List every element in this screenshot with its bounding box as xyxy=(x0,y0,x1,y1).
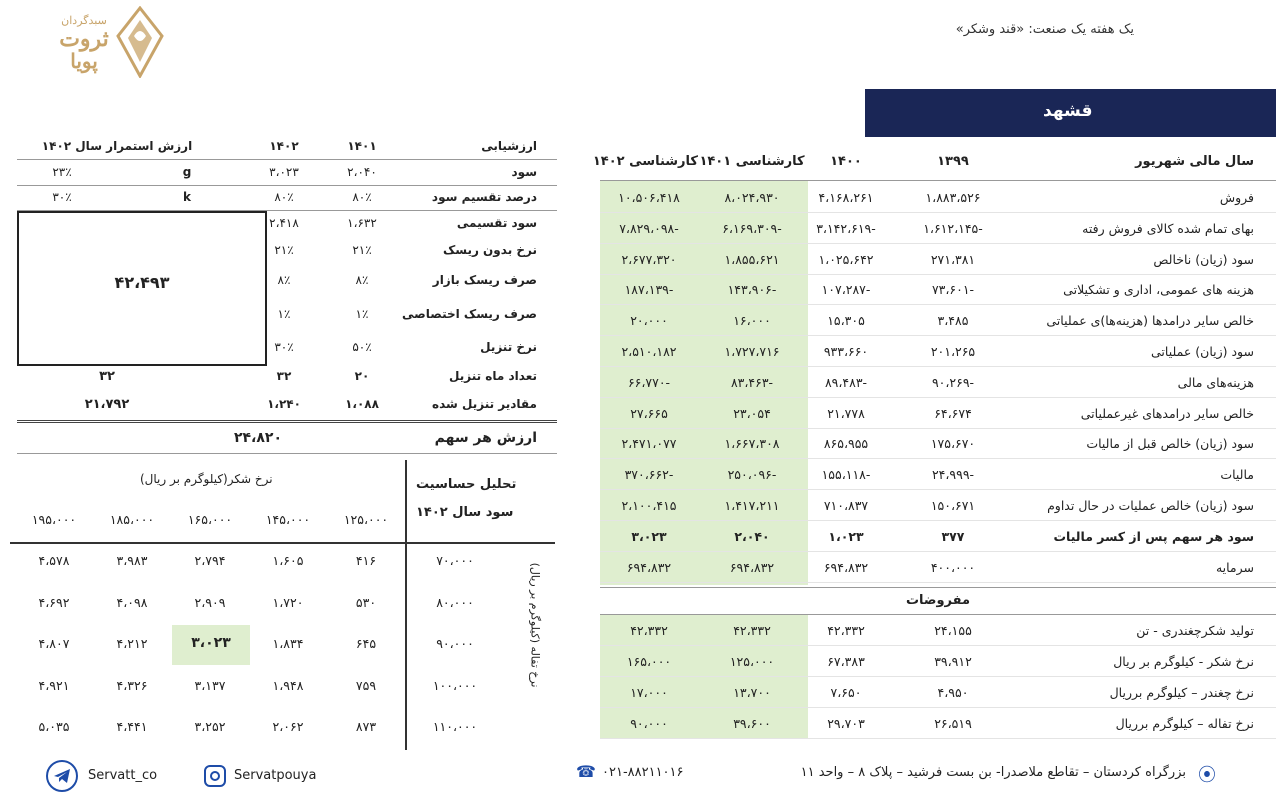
cell-1401: ۱۳،۷۰۰ xyxy=(733,685,771,700)
share-value: ۲۴،۸۲۰ xyxy=(233,430,282,446)
row-label: تولید شکرچغندری - تن xyxy=(1136,623,1254,638)
cell-1402: ۲،۶۷۷،۳۲۰ xyxy=(621,251,677,267)
cell-1399: ۴،۹۵۰ xyxy=(937,685,969,700)
brand-line2: ثروت xyxy=(59,26,109,52)
phone-icon: ☎ xyxy=(576,762,596,781)
cell-1401: -۲۵۰،۰۹۶ xyxy=(727,467,777,483)
cell-1399: ۳۷۷ xyxy=(941,528,965,544)
cell-1402: -۷،۸۲۹،۰۹۸ xyxy=(619,220,679,236)
cell-1400: ۴۲،۳۳۲ xyxy=(827,623,865,638)
valuation-1402: ۲،۴۱۸ xyxy=(269,216,299,230)
assumption-row xyxy=(600,615,1276,646)
cell-1399: ۱۵۰،۶۷۱ xyxy=(930,498,976,513)
valuation-1402: ۸٪ xyxy=(277,273,291,287)
cell-1399: -۹۰،۲۶۹ xyxy=(931,374,975,390)
table-row xyxy=(600,552,1276,583)
sens-cell: ۱،۸۳۴ xyxy=(272,636,304,651)
row-label: نرخ چغندر – کیلوگرم برریال xyxy=(1109,685,1254,700)
sens-divider-h xyxy=(10,542,555,544)
valuation-1401: ۱،۰۸۸ xyxy=(345,397,379,411)
cell-1401: ۱۶،۰۰۰ xyxy=(733,313,771,329)
sens-col-header: ۱۴۵،۰۰۰ xyxy=(265,512,311,527)
valuation-1402: ۸۰٪ xyxy=(274,190,294,204)
telegram-icon xyxy=(46,760,78,792)
valuation-1402: ۳،۰۲۳ xyxy=(269,165,299,179)
sens-cell: ۱،۷۲۰ xyxy=(272,594,304,610)
cell-1401: -۶،۱۶۹،۳۰۹ xyxy=(722,220,782,236)
cell-1401: ۱،۶۶۷،۳۰۸ xyxy=(724,436,780,452)
cell-1399: ۳،۴۸۵ xyxy=(937,313,969,329)
cell-1399: ۲۰۱،۲۶۵ xyxy=(930,344,976,359)
valuation-header-row xyxy=(17,134,557,160)
cell-1400: ۶۷،۳۸۳ xyxy=(827,654,865,669)
sens-cell: ۳،۱۳۷ xyxy=(194,677,226,693)
cell-1402: ۱۷،۰۰۰ xyxy=(630,685,668,700)
table-header-row xyxy=(592,145,1276,181)
sens-cell: ۵،۰۳۵ xyxy=(38,719,70,734)
cell-1400: ۷،۶۵۰ xyxy=(830,685,862,700)
cell-1402: ۲،۵۱۰،۱۸۲ xyxy=(621,344,677,359)
row-label: خالص سایر درامدهای غیرعملیاتی xyxy=(1080,405,1254,421)
cell-1399: ۴۰۰،۰۰۰ xyxy=(930,559,976,575)
valuation-label: سود تقسیمی xyxy=(456,216,537,230)
table-row xyxy=(600,367,1276,398)
sens-title1: تحلیل حساسیت xyxy=(416,477,517,492)
divider xyxy=(17,420,557,423)
share-value-row xyxy=(17,424,557,454)
sens-row-header: ۸۰،۰۰۰ xyxy=(436,594,474,610)
cell-1400: ۱،۰۲۵،۶۴۲ xyxy=(818,251,874,267)
valuation-row xyxy=(17,160,557,186)
valuation-1401: ۲،۰۴۰ xyxy=(347,165,377,179)
valuation-1401: ۱،۶۳۲ xyxy=(347,216,377,230)
sens-cell: ۴،۳۲۶ xyxy=(116,677,148,693)
valuation-label: نرخ تنزیل xyxy=(480,340,537,354)
assumption-row xyxy=(600,708,1276,739)
cell-1401: ۱۲۵،۰۰۰ xyxy=(729,654,775,669)
row-label: سرمایه xyxy=(1215,559,1254,575)
valuation-row xyxy=(17,392,557,418)
cell-1399: -۷۳،۶۰۱ xyxy=(931,282,975,298)
sens-col-header: ۱۶۵،۰۰۰ xyxy=(187,512,233,527)
cell-1399: -۲۴،۹۹۹ xyxy=(931,467,975,483)
address: بزرگراه کردستان – تقاطع ملاصدرا- بن بست فرشید – پلاک ۸ – واحد ۱۱ xyxy=(800,765,1186,780)
brand-line3: پویا xyxy=(70,49,98,73)
row-label: سود (زیان) ناخالص xyxy=(1153,251,1254,267)
cell-1400: ۱۵،۳۰۵ xyxy=(827,313,865,329)
row-label: بهای تمام شده کالای فروش رفته xyxy=(1082,220,1254,236)
company-title-bar xyxy=(865,89,1276,137)
sens-cell: ۴،۹۲۱ xyxy=(38,677,70,693)
cell-1400: ۴،۱۶۸،۲۶۱ xyxy=(818,190,874,205)
telegram-handle: Servatt_co xyxy=(88,768,158,783)
cell-1401: ۲۳،۰۵۴ xyxy=(733,405,771,421)
assumptions-title: مفروضات xyxy=(600,587,1276,615)
report-caption: یک هفته یک صنعت: «قند وشکر» xyxy=(955,22,1134,37)
valuation-label: صرف ریسک اختصاصی xyxy=(402,307,537,321)
valuation-header-label: ارزشیابی xyxy=(481,139,537,153)
sensitivity-table xyxy=(0,455,560,755)
cell-1402: ۳،۰۲۳ xyxy=(631,528,667,544)
valuation-value: ۳۲ xyxy=(99,369,115,384)
valuation-header-1401: ۱۴۰۱ xyxy=(347,139,377,153)
table-row xyxy=(600,398,1276,429)
cell-1402: ۲،۱۰۰،۴۱۵ xyxy=(621,498,677,513)
cell-1401: ۸،۰۲۴،۹۳۰ xyxy=(724,190,780,205)
row-label: هزینه‌های مالی xyxy=(1177,374,1254,390)
valuation-symbol: k xyxy=(183,190,191,204)
terminal-value: ۴۲،۴۹۳ xyxy=(114,273,170,292)
cell-1401: -۸۳،۴۶۳ xyxy=(730,374,774,390)
valuation-1402: ۳۰٪ xyxy=(274,340,294,354)
valuation-1401: ۸٪ xyxy=(355,273,369,287)
cell-1401: -۱۴۳،۹۰۶ xyxy=(727,282,777,298)
cell-1402: ۱۰،۵۰۶،۴۱۸ xyxy=(618,190,680,205)
header-1402: کارشناسی ۱۴۰۲ xyxy=(592,154,698,169)
sens-row-header: ۱۰۰،۰۰۰ xyxy=(432,677,478,693)
sens-cell: ۲،۷۹۴ xyxy=(194,553,226,568)
sens-cell: ۴،۵۷۸ xyxy=(38,553,70,568)
phone-number: ۰۲۱-۸۸۲۱۱۰۱۶ xyxy=(602,765,684,780)
sens-divider-v xyxy=(405,460,407,750)
row-label: فروش xyxy=(1219,190,1254,205)
cell-1400: ۱،۰۲۳ xyxy=(828,528,864,544)
sens-cell: ۴،۲۱۲ xyxy=(116,636,148,651)
cell-1402: ۱۶۵،۰۰۰ xyxy=(626,654,672,669)
sens-cell: ۳،۲۵۲ xyxy=(194,719,226,734)
valuation-label: صرف ریسک بازار xyxy=(432,273,537,287)
cell-1402: ۲۰،۰۰۰ xyxy=(630,313,668,329)
cell-1400: ۶۹۴،۸۳۲ xyxy=(823,559,869,575)
header-1400: ۱۴۰۰ xyxy=(830,154,862,169)
valuation-header-1402: ۱۴۰۲ xyxy=(269,139,299,153)
sens-cell: ۱،۶۰۵ xyxy=(272,553,304,568)
row-label: نرخ شکر - کیلوگرم بر ریال xyxy=(1113,654,1254,669)
table-row xyxy=(600,490,1276,521)
share-value-label: ارزش هر سهم xyxy=(434,430,537,446)
row-label: سود (زیان) خالص قبل از مالیات xyxy=(1086,436,1254,452)
sens-cell: ۴،۰۹۸ xyxy=(116,594,148,610)
table-row xyxy=(600,213,1276,244)
table-row xyxy=(600,521,1276,552)
sens-cell: ۲،۹۰۹ xyxy=(194,594,226,610)
cell-1399: ۱۷۵،۶۷۰ xyxy=(930,436,976,452)
valuation-value: ۲۳٪ xyxy=(52,165,72,179)
cell-1400: ۷۱۰،۸۳۷ xyxy=(823,498,869,513)
row-label: سود (زیان) عملیاتی xyxy=(1150,344,1254,359)
cell-1402: -۳۷۰،۶۶۲ xyxy=(624,467,674,483)
cell-1399: -۱،۶۱۲،۱۴۵ xyxy=(923,220,983,236)
valuation-1402: ۱،۲۴۰ xyxy=(267,397,301,411)
cell-1399: ۲۴،۱۵۵ xyxy=(934,623,972,638)
cell-1400: ۸۶۵،۹۵۵ xyxy=(823,436,869,452)
table-row xyxy=(600,274,1276,305)
valuation-1401: ۲۰ xyxy=(354,369,370,383)
valuation-1402: ۳۲ xyxy=(276,369,292,383)
table-row xyxy=(600,459,1276,490)
cell-1400: ۲۹،۷۰۳ xyxy=(827,716,865,731)
valuation-row xyxy=(17,185,557,211)
row-label: هزینه های عمومی، اداری و تشکیلاتی xyxy=(1063,282,1254,298)
header-fiscal-year: سال مالی شهریور xyxy=(1135,154,1254,169)
cell-1399: ۲۶،۵۱۹ xyxy=(934,716,972,731)
terminal-value-box xyxy=(17,211,267,366)
valuation-label: درصد تقسیم سود xyxy=(431,190,537,204)
company-name: قشهد xyxy=(1043,101,1093,121)
valuation-label: مقادیر تنزیل شده xyxy=(432,397,537,411)
row-label: سود هر سهم پس از کسر مالیات xyxy=(1053,528,1254,544)
valuation-label: سود xyxy=(511,165,537,179)
valuation-value: ۳۰٪ xyxy=(52,190,72,204)
sens-row-axis: نرخ تفاله (کیلوگرم بر ریال) xyxy=(528,562,542,688)
cell-1402: ۲۷،۶۶۵ xyxy=(630,405,668,421)
valuation-1401: ۸۰٪ xyxy=(352,190,372,204)
sens-cell: ۸۷۳ xyxy=(355,719,377,734)
assumption-row xyxy=(600,646,1276,677)
cell-1401: ۴۲،۳۳۲ xyxy=(733,623,771,638)
valuation-symbol: g xyxy=(182,165,192,179)
valuation-label: نرخ بدون ریسک xyxy=(442,243,537,257)
valuation-1402: ۲۱٪ xyxy=(274,243,294,257)
cell-1401: ۳۹،۶۰۰ xyxy=(733,716,771,731)
sens-title2: سود سال ۱۴۰۲ xyxy=(416,505,514,520)
table-row xyxy=(600,182,1276,213)
cell-1401: ۱،۷۲۷،۷۱۶ xyxy=(724,344,780,359)
cell-1402: -۶۶،۷۷۰ xyxy=(627,374,671,390)
cell-1400: -۱۰۷،۲۸۷ xyxy=(821,282,871,298)
sens-col-header: ۱۹۵،۰۰۰ xyxy=(31,512,77,527)
valuation-label: تعداد ماه تنزیل xyxy=(449,369,537,383)
sens-cell: ۶۴۵ xyxy=(355,636,377,651)
row-label: خالص سایر درامدها (هزینه‌ها)ی عملیاتی xyxy=(1046,313,1254,329)
sens-col-header: ۱۸۵،۰۰۰ xyxy=(109,512,155,527)
instagram-icon xyxy=(204,765,226,787)
brand-line1: سبدگردان xyxy=(61,14,107,27)
cell-1401: ۱،۴۱۷،۲۱۱ xyxy=(724,498,780,513)
sens-cell: ۷۵۹ xyxy=(355,677,377,693)
valuation-1401: ۲۱٪ xyxy=(352,243,372,257)
sens-cell: ۴،۸۰۷ xyxy=(38,636,70,651)
header-1399: ۱۳۹۹ xyxy=(937,154,969,169)
sens-cell: ۴۱۶ xyxy=(355,553,377,568)
row-label: مالیات xyxy=(1220,467,1254,483)
table-row xyxy=(600,336,1276,367)
valuation-1402: ۱٪ xyxy=(277,307,291,321)
cell-1399: ۶۴،۶۷۴ xyxy=(934,405,972,421)
cell-1401: ۲،۰۴۰ xyxy=(734,528,770,544)
cell-1402: ۲،۴۷۱،۰۷۷ xyxy=(621,436,677,452)
cell-1402: ۴۲،۳۳۲ xyxy=(630,623,668,638)
table-row xyxy=(600,244,1276,275)
sens-row-header: ۱۱۰،۰۰۰ xyxy=(432,719,478,734)
valuation-1401: ۵۰٪ xyxy=(352,340,372,354)
table-row xyxy=(600,428,1276,459)
cell-1399: ۱،۸۸۳،۵۲۶ xyxy=(925,190,981,205)
instagram-handle: Servatpouya xyxy=(234,768,317,783)
row-label: نرخ تفاله – کیلوگرم برریال xyxy=(1115,716,1254,731)
sens-cell: ۴،۶۹۲ xyxy=(38,594,70,610)
cell-1402: ۶۹۴،۸۳۲ xyxy=(626,559,672,575)
cell-1400: ۲۱،۷۷۸ xyxy=(827,405,865,421)
cell-1400: -۳،۱۴۲،۶۱۹ xyxy=(816,220,876,236)
sens-cell: ۳،۹۸۳ xyxy=(116,553,148,568)
header-1401: کارشناسی ۱۴۰۱ xyxy=(699,154,805,169)
cell-1402: -۱۸۷،۱۳۹ xyxy=(624,282,674,298)
sens-cell: ۲،۰۶۲ xyxy=(272,719,304,734)
cell-1402: ۹۰،۰۰۰ xyxy=(630,716,668,731)
assumption-row xyxy=(600,677,1276,708)
sens-col-header: ۱۲۵،۰۰۰ xyxy=(343,512,389,527)
cell-1400: -۸۹،۴۸۳ xyxy=(824,374,868,390)
valuation-header-terminal: ارزش استمرار سال ۱۴۰۲ xyxy=(41,139,193,153)
location-icon: ⦿ xyxy=(1198,765,1216,786)
sens-cell-highlight: ۳،۰۲۳ xyxy=(172,625,250,665)
cell-1399: ۳۹،۹۱۲ xyxy=(934,654,972,669)
cell-1401: ۶۹۴،۸۳۲ xyxy=(729,559,775,575)
cell-1401: ۱،۸۵۵،۶۲۱ xyxy=(724,251,780,267)
sens-row-header: ۷۰،۰۰۰ xyxy=(436,553,474,568)
sens-cell: ۵۳۰ xyxy=(355,594,377,610)
sens-col-axis: نرخ شکر(کیلوگرم بر ریال) xyxy=(140,472,273,486)
sens-cell: ۱،۹۴۸ xyxy=(272,677,304,693)
valuation-value: ۲۱،۷۹۲ xyxy=(84,397,130,412)
contact-info xyxy=(576,762,1216,788)
cell-1399: ۲۷۱،۳۸۱ xyxy=(930,251,976,267)
table-row xyxy=(600,305,1276,336)
valuation-row xyxy=(17,364,557,390)
sens-row-header: ۹۰،۰۰۰ xyxy=(436,636,474,651)
cell-1400: -۱۵۵،۱۱۸ xyxy=(821,467,871,483)
row-label: سود (زیان) خالص عملیات در حال تداوم xyxy=(1047,498,1254,513)
valuation-1401: ۱٪ xyxy=(355,307,369,321)
sens-cell: ۴،۴۴۱ xyxy=(116,719,148,734)
cell-1400: ۹۳۳،۶۶۰ xyxy=(823,344,869,359)
